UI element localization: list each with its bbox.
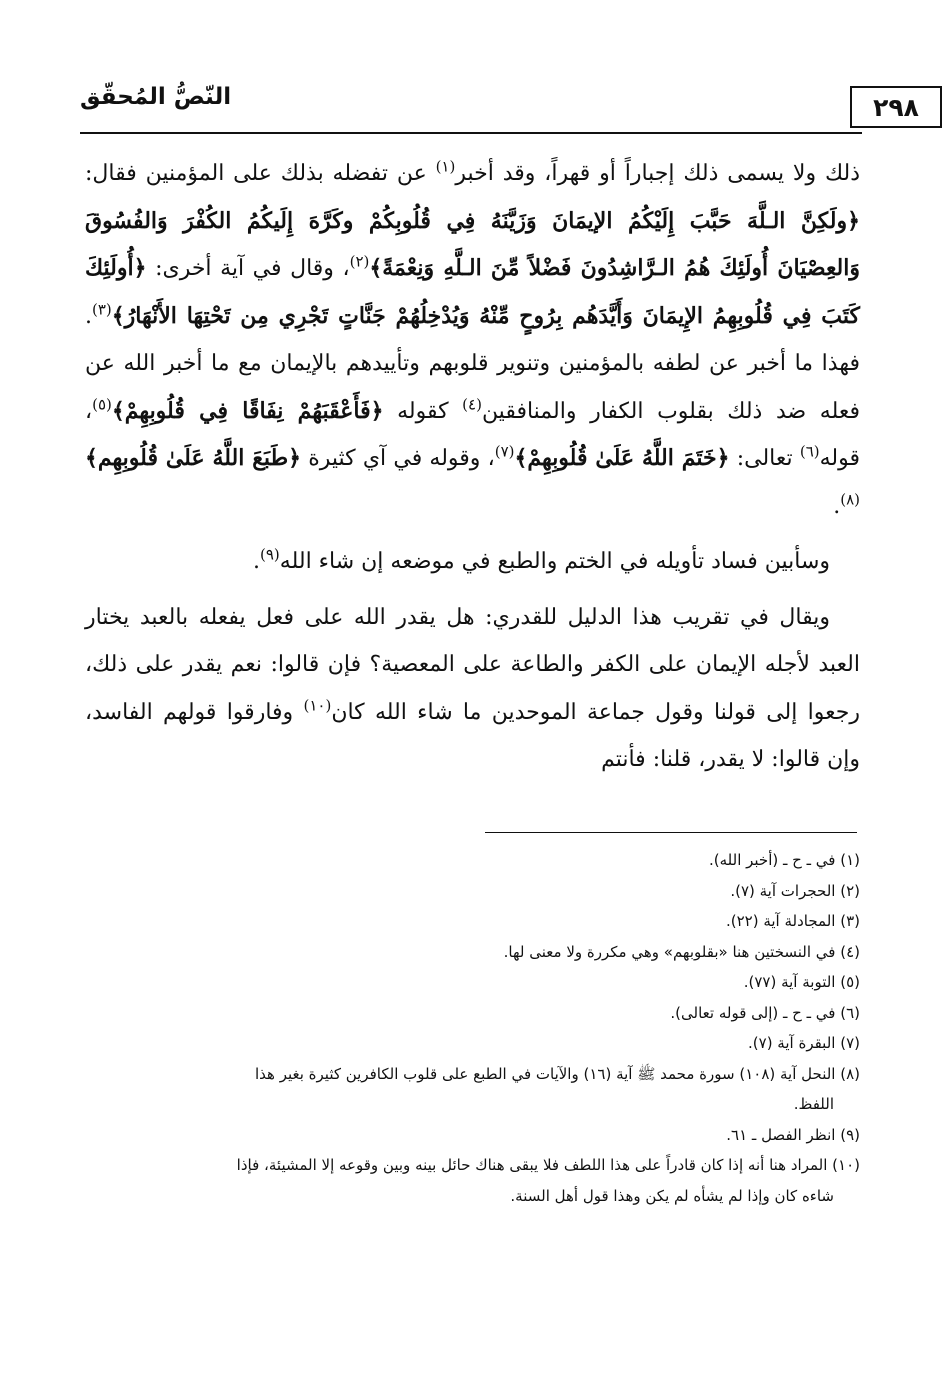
footnote-ref-3: (٣) <box>92 300 112 319</box>
quran-verse: ﴿فَأَعْقَبَهُمْ نِفَاقًا فِي قُلُوبِهِمْ﴾ <box>111 397 384 424</box>
page-number: ٢٩٨ <box>850 86 942 128</box>
footnote-5: (٥) التوبة آية (٧٧). <box>743 973 860 991</box>
text-run: وسأبين فساد تأويله في الختم والطبع في موضعه إن شاء الله <box>279 549 830 574</box>
paragraph-2 <box>85 538 860 586</box>
footnote-2: (٢) الحجرات آية (٧). <box>730 881 860 900</box>
text-run: ذلك ولا يسمى ذلك إجباراً أو قهراً، وقد أخبر <box>455 161 860 186</box>
footnote-ref-9: (٩) <box>260 545 280 564</box>
text-run: ويقال في تقريب هذا الدليل للقدري: هل يقدر الله على فعل يفعله بالعبد يختار العبد لأجله الإيمان على الكفر والطاعة على المعصية؟ فإن قالوا: نعم يقدر على ذلك، رجعوا إلى قولنا وقول جماعة الموحدين ما شاء الله كان <box>85 604 860 725</box>
text-run: . فهذا ما أخبر عن لطفه بالمؤمنين وتنوير قلوبهم وتأييدهم بالإيمان مع ما أخبر الله عن فعله ضد ذلك بقلوب الكفار والمنافقين <box>85 303 860 424</box>
footnote-ref-2: (٢) <box>349 252 370 271</box>
text-run: وفارقوا قولهم الفاسد، وإن قالوا: لا يقدر، قلنا: فأنتم <box>85 699 860 772</box>
page-header <box>80 78 919 132</box>
footnote-8: (٨) النحل آية (١٠٨) سورة محمد ﷺ آية (١٦) والآيات في الطبع على قلوب الكافرين كثيرة بغير هذا <box>254 1064 860 1083</box>
text-run: عن تفضله بذلك على المؤمنين فقال: <box>85 161 436 186</box>
running-title: النّصُّ المُحقّق <box>80 84 232 110</box>
header-rule <box>80 132 862 134</box>
footnote-6: (٦) في ـ ح ـ (إلى قوله تعالى). <box>670 1003 860 1022</box>
footnote-separator <box>485 832 857 833</box>
footnote-ref-1: (١) <box>435 157 456 176</box>
quran-verse: ﴿طَبَعَ اللَّهُ عَلَىٰ قُلُوبِهِم﴾ <box>85 445 301 471</box>
footnote-9: (٩) انظر الفصل ـ ٦١. <box>726 1125 860 1144</box>
text-run: ، وقال في آية أخرى: <box>146 256 350 281</box>
quran-verse: ﴿ولَكِنَّ الـلَّهَ حَبَّبَ إِلَيْكُمُ الإيمَانَ وَزَيَّنَهُ فِي قُلُوبِكُمْ وكَرَّهَ إِلَيكُمُ الكُفْرَ وَالفُسُوقَ وَالعِصْيَانَ أُولَئِكَ هُمُ الـرَّاشِدُونَ فَضْلاً مِّنَ الـلَّهِ وَنِعْمَةً﴾ <box>85 207 860 281</box>
footnote-ref-7: (٧) <box>494 442 515 461</box>
footnote-ref-4: (٤) <box>462 395 482 414</box>
main-text <box>85 150 860 784</box>
quran-verse: ﴿خَتَمَ اللَّهُ عَلَىٰ قُلُوبِهِمْ﴾ <box>514 445 730 471</box>
text-run: ، قوله <box>85 398 860 471</box>
paragraph-3 <box>85 594 860 784</box>
quran-verse: ﴿أُولَئِكَ كَتَبَ فِي قُلُوبِهِمُ الإِيمَانَ وَأَيَّدَهُم بِرُوحٍ مِّنْهُ وَيُدْخِلُهُمْ جَنَّاتٍ تَجْرِي مِن تَحْتِهَا الأَنْهَارُ﴾ <box>85 255 860 329</box>
footnote-ref-10: (١٠) <box>303 696 332 715</box>
footnote-ref-5: (٥) <box>92 395 112 414</box>
text-run: . <box>833 493 841 519</box>
footnote-10-continued: شاءه كان وإذا لم يشأه لم يكن وهذا قول أهل السنة. <box>510 1186 834 1205</box>
text-run: تعالى: <box>729 446 800 471</box>
text-run: ، وقوله في آي كثيرة <box>300 446 495 471</box>
footnote-ref-8: (٨) <box>840 490 860 509</box>
footnote-8-continued: اللفظ. <box>793 1095 834 1113</box>
footnote-3: (٣) المجادلة آية (٢٢). <box>725 912 860 930</box>
footnote-ref-6: (٦) <box>799 442 820 461</box>
text-run: كقوله <box>383 398 463 424</box>
paragraph-1 <box>85 150 860 530</box>
footnote-1: (١) في ـ ح ـ (أخبر الله). <box>709 851 860 869</box>
text-run: . <box>253 549 260 574</box>
footnote-7: (٧) البقرة آية (٧). <box>748 1034 860 1052</box>
footnote-10: (١٠) المراد هنا أنه إذا كان قادراً على هذا اللطف فلا يبقى هناك حائل بينه وبين وقوعه إلا المشيئة، فإذا <box>236 1156 860 1174</box>
footnotes <box>85 845 860 1211</box>
footnote-4: (٤) في النسختين هنا «بقلوبهم» وهي مكررة ولا معنى لها. <box>503 942 860 961</box>
